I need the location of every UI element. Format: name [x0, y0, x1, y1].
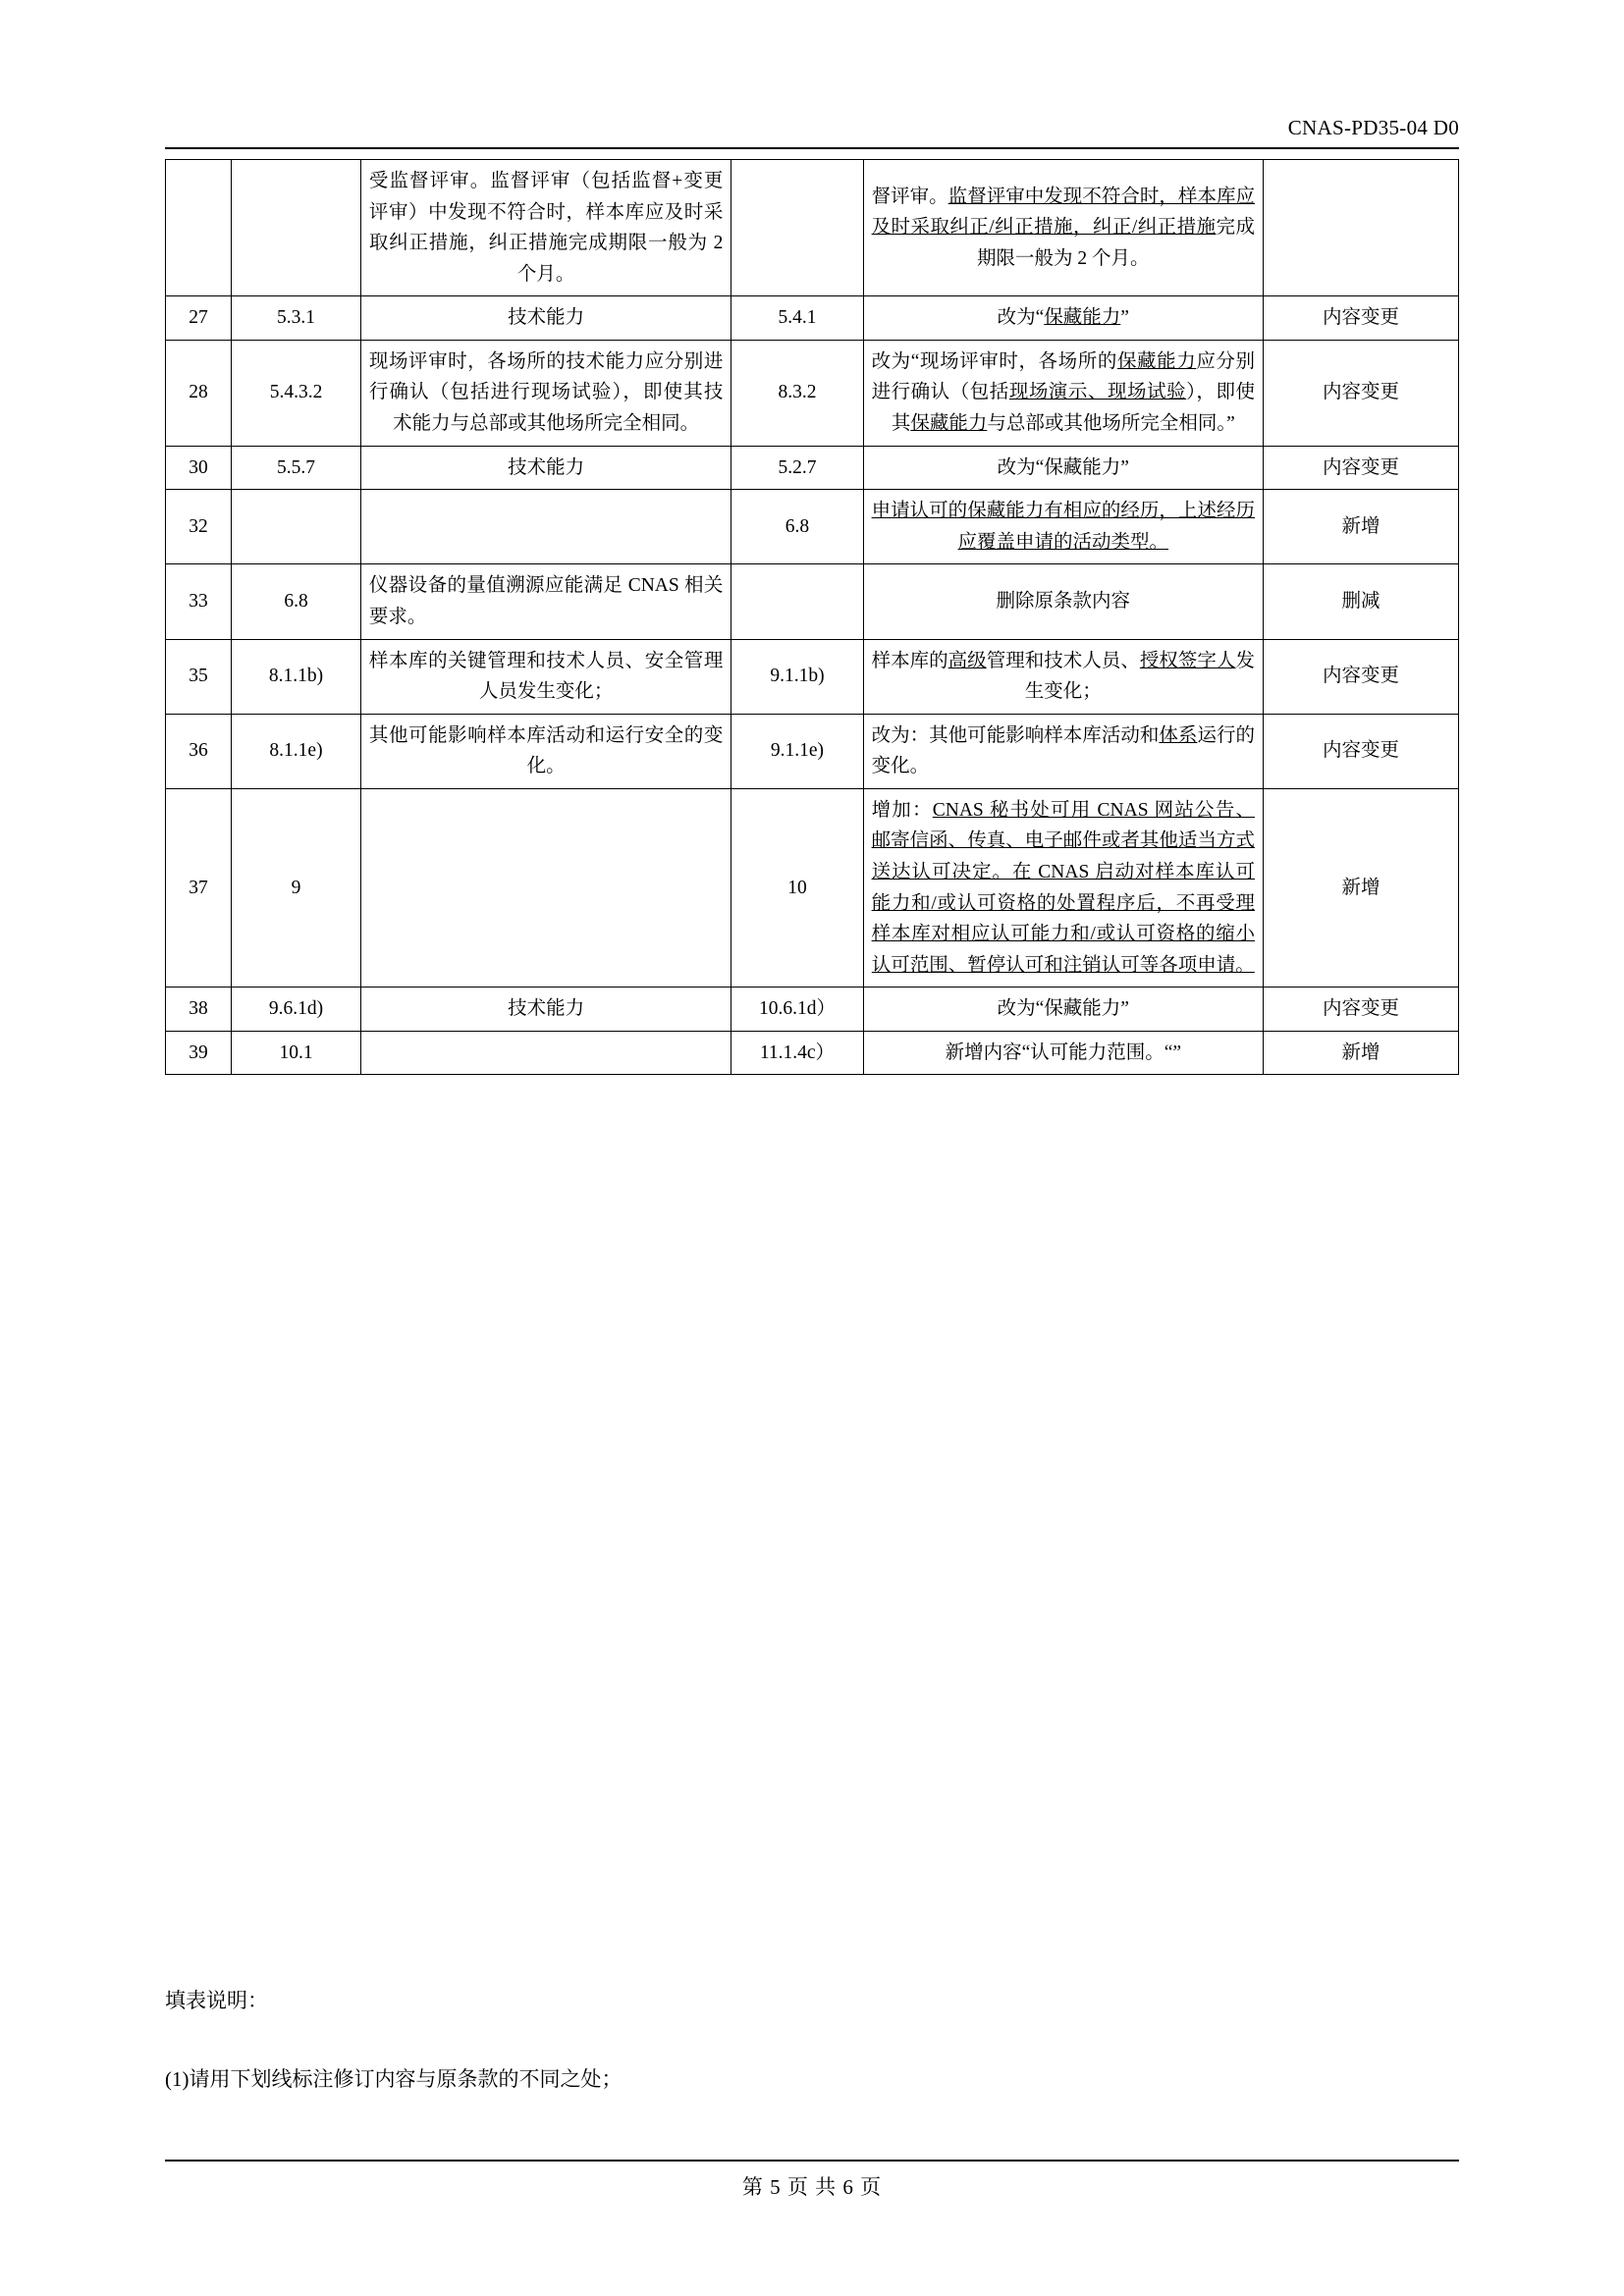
cell-old-clause: 5.4.3.2	[232, 340, 361, 446]
text-plain: 改为“	[997, 456, 1045, 478]
footer-divider	[165, 2160, 1459, 2162]
cell-num: 33	[166, 564, 232, 639]
text-tail: ”	[1120, 456, 1129, 478]
text-mid-2: ），即使其	[891, 382, 1255, 435]
cell-new-text	[863, 160, 1263, 296]
cell-new-clause: 8.3.2	[731, 340, 863, 446]
cell-new-clause: 11.1.4c）	[731, 1031, 863, 1075]
cell-old-text: 技术能力	[360, 296, 731, 341]
table-row	[166, 160, 1459, 296]
table-row	[166, 296, 1459, 341]
cell-new-text	[863, 714, 1263, 788]
text-plain: 改为：其他可能影响样本库活动和	[871, 724, 1160, 746]
cell-old-text: 技术能力	[360, 988, 731, 1032]
cell-new-clause: 9.1.1b)	[731, 639, 863, 714]
header-divider	[165, 147, 1459, 149]
cell-type: 内容变更	[1264, 446, 1459, 490]
text-underlined-2: 授权签字人	[1139, 650, 1236, 671]
cell-new-clause: 5.4.1	[731, 296, 863, 341]
cell-old-clause: 10.1	[232, 1031, 361, 1075]
text-mid: 应分别进行确认（包括	[871, 350, 1255, 403]
cell-type: 删减	[1264, 564, 1459, 639]
text-underlined: 体系	[1159, 724, 1198, 746]
text-underlined-3: 保藏能力	[910, 413, 988, 435]
text-underlined-2: 现场演示、现场试验	[1008, 382, 1187, 403]
cell-old-clause: 6.8	[232, 564, 361, 639]
cell-num: 30	[166, 446, 232, 490]
cell-new-clause: 6.8	[731, 490, 863, 564]
text-plain: 增加：	[871, 799, 933, 821]
text-tail: ”	[1120, 307, 1129, 329]
cell-new-text	[863, 296, 1263, 341]
cell-new-text: 删除原条款内容	[863, 564, 1263, 639]
cell-new-clause	[731, 564, 863, 639]
cell-num	[166, 160, 232, 296]
cell-type: 内容变更	[1264, 988, 1459, 1032]
text-plain: 督评审。	[871, 186, 948, 207]
cell-old-clause: 5.5.7	[232, 446, 361, 490]
cell-num: 38	[166, 988, 232, 1032]
cell-type: 新增	[1264, 490, 1459, 564]
table-row	[166, 564, 1459, 639]
text-underlined: 高级	[947, 650, 987, 671]
cell-new-text	[863, 446, 1263, 490]
text-tail: 发生变化；	[1024, 650, 1255, 703]
cell-num: 37	[166, 788, 232, 987]
cell-type	[1264, 160, 1459, 296]
cell-new-text	[863, 340, 1263, 446]
page-footer: 第 5 页 共 6 页	[741, 2175, 883, 2199]
cell-new-clause: 5.2.7	[731, 446, 863, 490]
cell-old-text: 现场评审时，各场所的技术能力应分别进行确认（包括进行现场试验），即使其技术能力与总部或其他场所完全相同。	[360, 340, 731, 446]
cell-num: 36	[166, 714, 232, 788]
cell-new-text	[863, 639, 1263, 714]
table-row	[166, 788, 1459, 987]
cell-old-clause	[232, 160, 361, 296]
cell-type: 内容变更	[1264, 340, 1459, 446]
text-tail: 运行的变化。	[871, 724, 1255, 777]
cell-num: 39	[166, 1031, 232, 1075]
text-underlined: 保藏能力	[1116, 350, 1197, 372]
cell-old-text: 其他可能影响样本库活动和运行安全的变化。	[360, 714, 731, 788]
cell-new-text	[863, 788, 1263, 987]
cell-old-clause: 8.1.1e)	[232, 714, 361, 788]
main-content	[165, 159, 1459, 1075]
table-row	[166, 340, 1459, 446]
text-mid: 管理和技术人员、	[986, 650, 1140, 671]
cell-old-clause	[232, 490, 361, 564]
page-header-doc-code: CNAS-PD35-04 D0	[1287, 116, 1459, 139]
cell-old-text	[360, 490, 731, 564]
cell-new-clause	[731, 160, 863, 296]
cell-old-text	[360, 1031, 731, 1075]
cell-new-text	[863, 490, 1263, 564]
table-row	[166, 988, 1459, 1032]
table-row	[166, 446, 1459, 490]
cell-old-clause: 8.1.1b)	[232, 639, 361, 714]
text-tail: 完成期限一般为 2 个月。	[977, 217, 1256, 269]
revision-table	[165, 159, 1459, 1075]
text-underlined: 申请认可的保藏能力有相应的经历，上述经历应覆盖申请的活动类型。	[871, 501, 1256, 553]
cell-new-text: 新增内容“认可能力范围。“”	[863, 1031, 1263, 1075]
cell-old-text: 技术能力	[360, 446, 731, 490]
cell-old-text	[360, 788, 731, 987]
cell-old-clause: 9	[232, 788, 361, 987]
text-underlined: CNAS 秘书处可用 CNAS 网站公告、邮寄信函、传真、电子邮件或者其他适当方式送达认可决定。在 CNAS 启动对样本库认可能力和/或认可资格的处置程序后，不再受理样本库对相应认可能力和/或认可资格的缩小认可范围、暂停认可和注销认可等各项申请。	[871, 799, 1256, 976]
cell-type: 新增	[1264, 1031, 1459, 1075]
cell-num: 28	[166, 340, 232, 446]
cell-new-text: 改为“保藏能力”	[863, 988, 1263, 1032]
text-underlined: 监督评审中发现不符合时，样本库应及时采取纠正/纠正措施，纠正/纠正措施	[871, 186, 1255, 239]
cell-type: 内容变更	[1264, 639, 1459, 714]
cell-old-text: 仪器设备的量值溯源应能满足 CNAS 相关要求。	[360, 564, 731, 639]
text-plain: 改为“	[997, 307, 1045, 329]
cell-type: 内容变更	[1264, 714, 1459, 788]
cell-old-clause: 5.3.1	[232, 296, 361, 341]
cell-new-clause: 10.6.1d）	[731, 988, 863, 1032]
cell-type: 内容变更	[1264, 296, 1459, 341]
text-underlined: 保藏能力	[1044, 307, 1121, 329]
cell-old-text: 受监督评审。监督评审（包括监督+变更评审）中发现不符合时，样本库应及时采取纠正措施，纠正措施完成期限一般为 2 个月。	[360, 160, 731, 296]
text-plain: 改为“现场评审时，各场所的	[871, 350, 1117, 372]
cell-type: 新增	[1264, 788, 1459, 987]
cell-num: 35	[166, 639, 232, 714]
table-row	[166, 1031, 1459, 1075]
table-row	[166, 714, 1459, 788]
text-underlined: 保藏能力	[1044, 456, 1121, 478]
cell-num: 32	[166, 490, 232, 564]
table-row	[166, 639, 1459, 714]
notes-title: 填表说明：	[165, 1989, 268, 2012]
cell-num: 27	[166, 296, 232, 341]
cell-old-clause: 9.6.1d)	[232, 988, 361, 1032]
notes-item-1: (1)请用下划线标注修订内容与原条款的不同之处；	[165, 2067, 623, 2091]
text-tail: 与总部或其他场所完全相同。”	[987, 413, 1235, 435]
cell-new-clause: 9.1.1e)	[731, 714, 863, 788]
table-row	[166, 490, 1459, 564]
cell-new-clause: 10	[731, 788, 863, 987]
text-plain: 样本库的	[871, 650, 948, 671]
cell-old-text: 样本库的关键管理和技术人员、安全管理人员发生变化；	[360, 639, 731, 714]
